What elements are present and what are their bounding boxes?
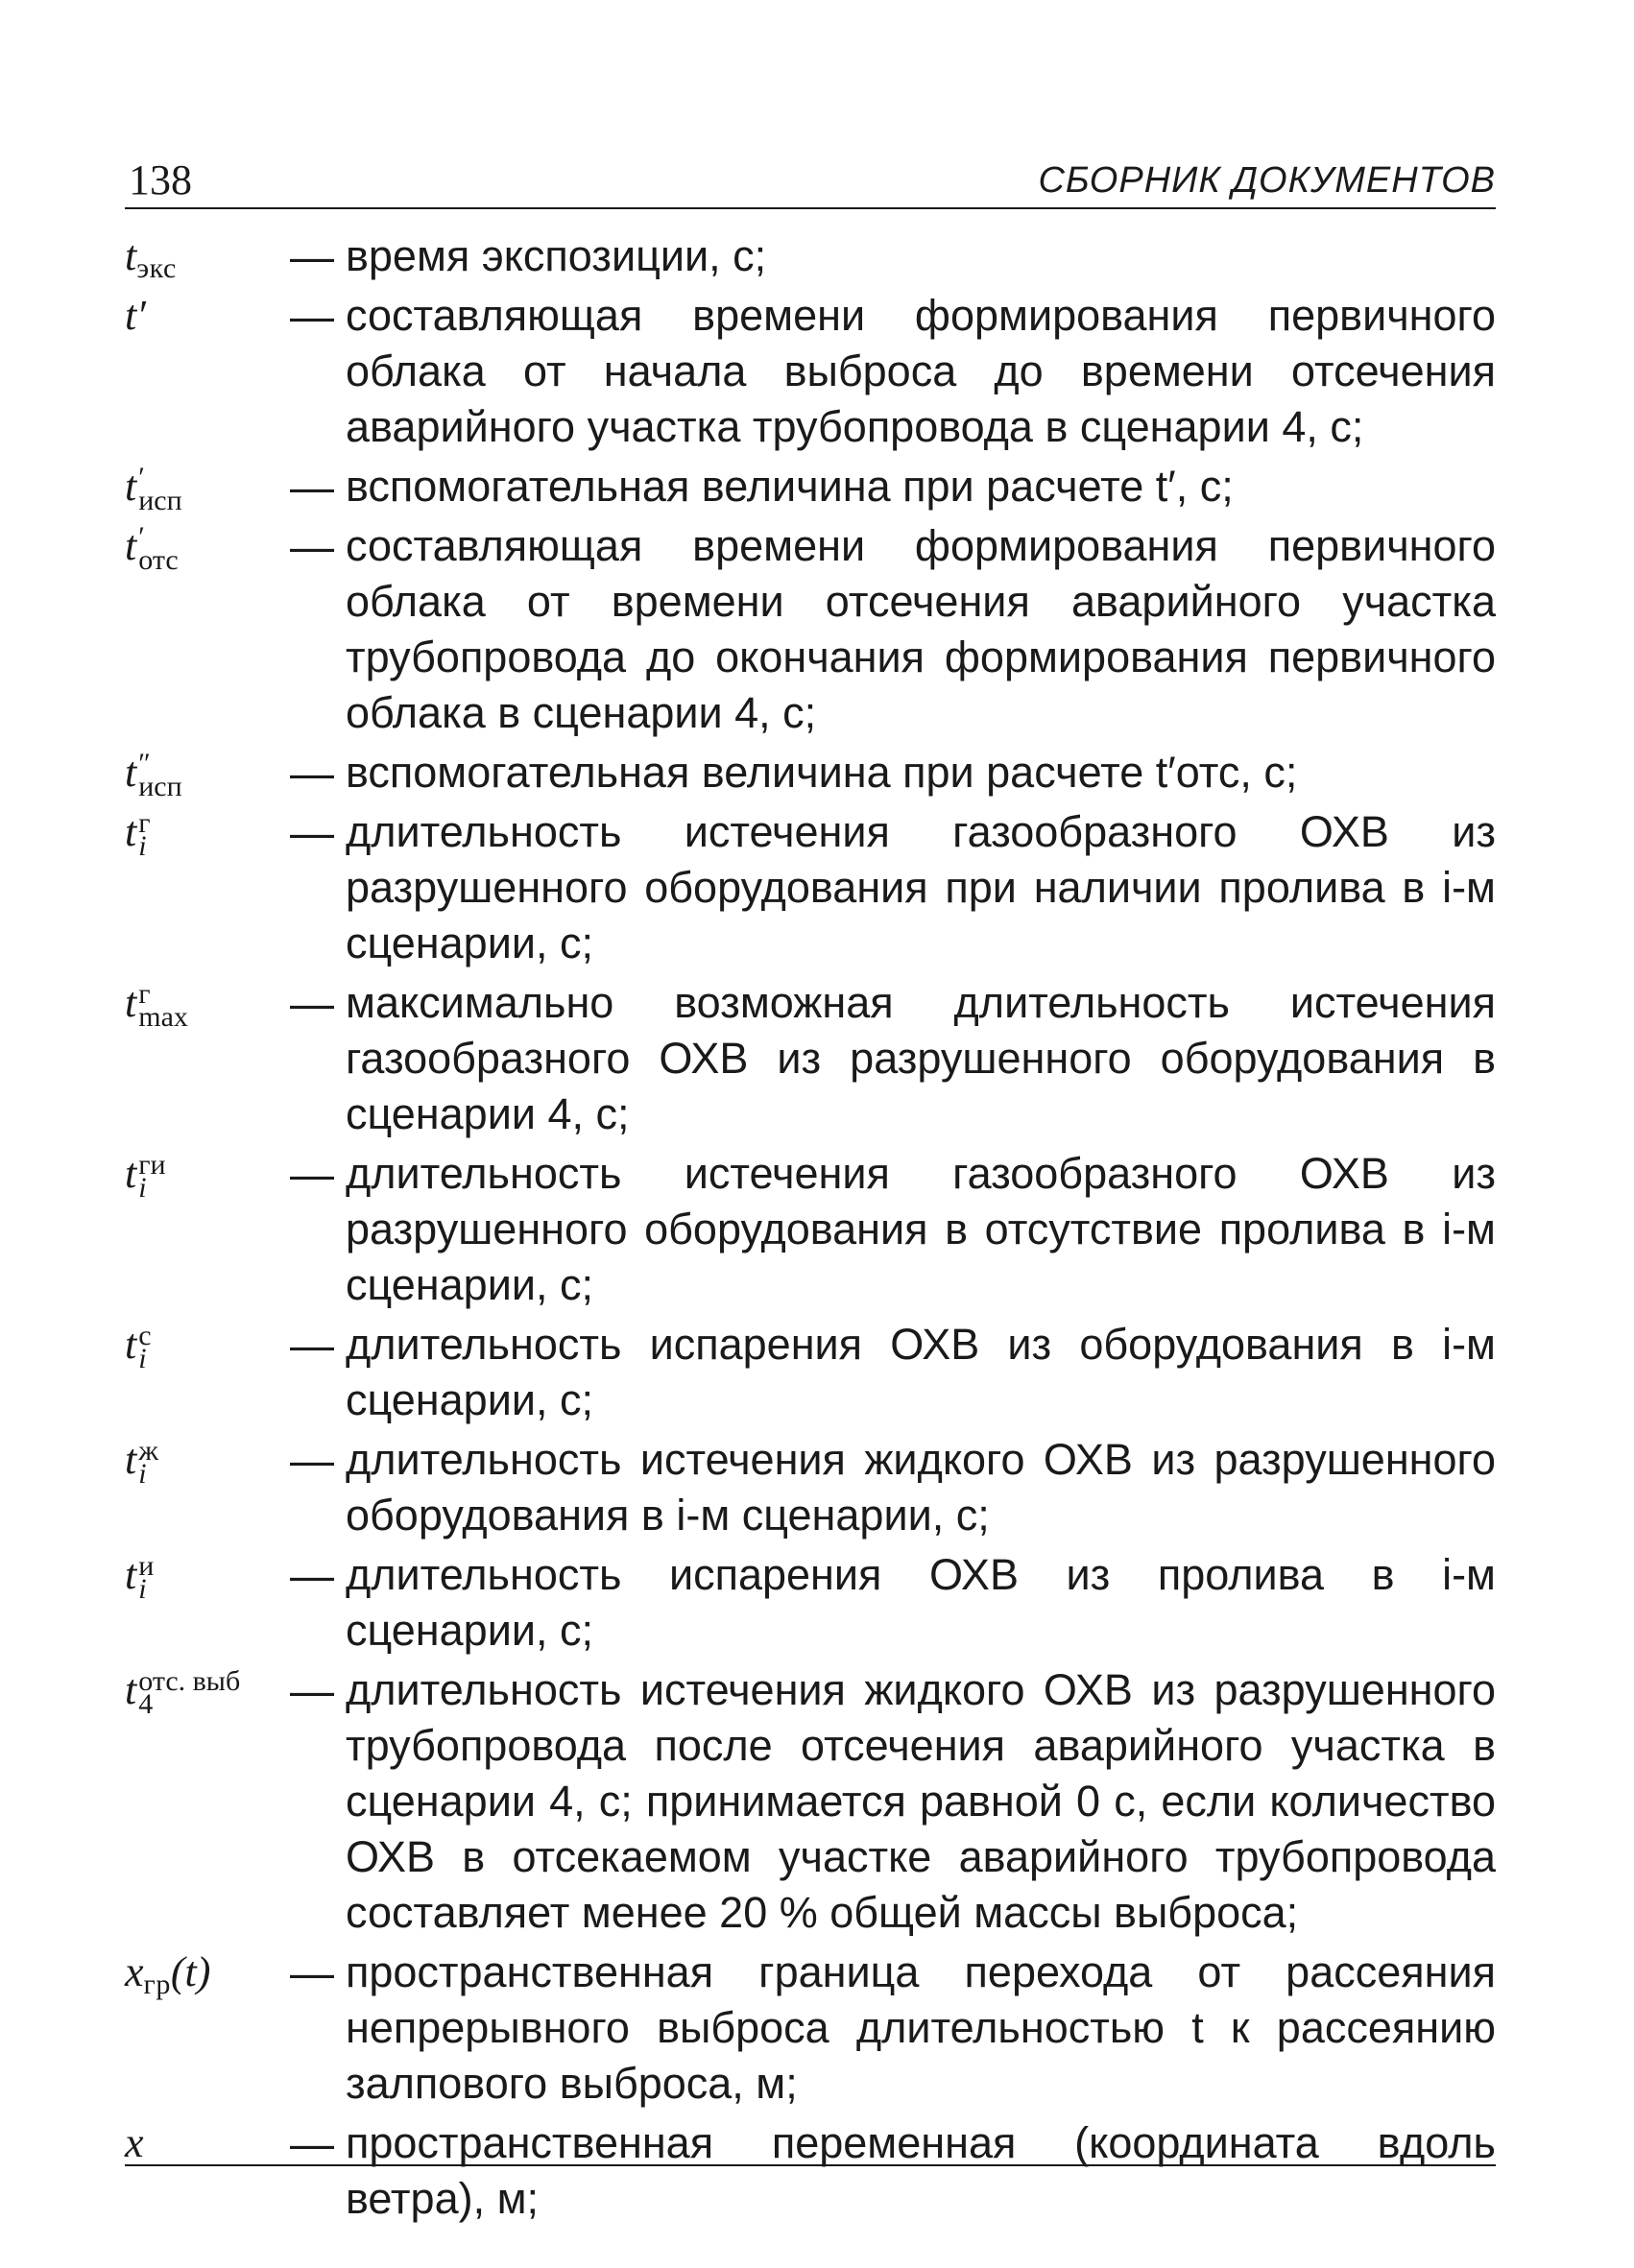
glossary-entry: [125, 518, 1496, 741]
entry-symbol: t ″ исп: [125, 748, 182, 802]
entry-symbol: t′: [125, 292, 146, 339]
entry-symbol: t отс. выб 4: [125, 1665, 241, 1720]
glossary-entry: [125, 745, 1496, 800]
entry-dash: —: [290, 1149, 334, 1199]
glossary-entry: [125, 1547, 1496, 1659]
glossary-entry: [125, 1662, 1496, 1941]
entry-dash: —: [290, 1435, 334, 1485]
entry-definition: пространственная граница перехода от рассеяния непрерывного выброса длительностью t к рассеянию залпового выброса, м;: [346, 1947, 1496, 2108]
entry-definition: длительность истечения газообразного ОХВ из разрушенного оборудования в отсутствие пролива в i-м сценарии, с;: [346, 1149, 1496, 1309]
entry-dash: —: [290, 521, 334, 571]
entry-dash: —: [290, 1320, 334, 1370]
entry-dash: —: [290, 1550, 334, 1600]
entry-symbol: tэкс: [125, 232, 177, 284]
entry-symbol: t ги i: [125, 1149, 166, 1204]
entry-definition: время экспозиции, с;: [346, 231, 767, 280]
footer-rule: [125, 2164, 1496, 2166]
entry-definition: составляющая времени формирования первичного облака от времени отсечения аварийного участка трубопровода до окончания формирования первичного облака в сценарии 4, с;: [346, 521, 1496, 737]
glossary-entry: [125, 975, 1496, 1142]
entry-definition: длительность испарения ОХВ из пролива в i-м сценарии, с;: [346, 1550, 1496, 1655]
entry-definition: длительность истечения газообразного ОХВ из разрушенного оборудования при наличии пролива в i-м сценарии, с;: [346, 807, 1496, 967]
entry-dash: —: [290, 462, 334, 512]
glossary-entry: [125, 2115, 1496, 2227]
entry-definition: длительность истечения жидкого ОХВ из разрушенного оборудования в i-м сценарии, с;: [346, 1435, 1496, 1540]
entry-symbol: t и i: [125, 1550, 155, 1605]
glossary-entry: [125, 228, 1496, 284]
glossary-entry: [125, 288, 1496, 455]
entry-symbol: x: [125, 2119, 144, 2166]
glossary-entry: [125, 804, 1496, 971]
entry-definition: составляющая времени формирования первичного облака от начала выброса до времени отсечения аварийного участка трубопровода в сценарии 4, с;: [346, 291, 1496, 451]
entry-dash: —: [290, 748, 334, 798]
entry-symbol: t ′ исп: [125, 462, 182, 516]
entry-dash: —: [290, 231, 334, 281]
entry-definition: вспомогательная величина при расчете t′, с;: [346, 462, 1234, 511]
running-title: СБОРНИК ДОКУМЕНТОВ: [1038, 160, 1496, 201]
entry-definition: пространственная переменная (координата вдоль ветра), м;: [346, 2118, 1496, 2223]
symbol-glossary: [125, 228, 1496, 2231]
glossary-entry: [125, 1317, 1496, 1428]
entry-dash: —: [290, 1665, 334, 1715]
entry-definition: длительность истечения жидкого ОХВ из разрушенного трубопровода после отсечения аварийного участка в сценарии 4, с; принимается равной 0 с, если количество ОХВ в отсекаемом участке аварийного трубопровода составляет менее 20 % общей массы выброса;: [346, 1665, 1496, 1937]
entry-dash: —: [290, 291, 334, 341]
page-number: 138: [129, 156, 192, 203]
entry-symbol: t с i: [125, 1320, 152, 1374]
entry-dash: —: [290, 2118, 334, 2168]
entry-definition: длительность испарения ОХВ из оборудования в i-м сценарии, с;: [346, 1320, 1496, 1424]
glossary-entry: [125, 1146, 1496, 1313]
page-header: [125, 154, 1496, 209]
glossary-entry: [125, 1432, 1496, 1543]
entry-symbol: t ж i: [125, 1435, 158, 1490]
entry-symbol: t ′ отс: [125, 521, 179, 576]
entry-symbol: t г i: [125, 807, 151, 862]
entry-dash: —: [290, 978, 334, 1028]
entry-symbol: xгр(t): [125, 1948, 211, 2000]
glossary-entry: [125, 459, 1496, 514]
entry-dash: —: [290, 807, 334, 857]
entry-definition: максимально возможная длительность истечения газообразного ОХВ из разрушенного оборудования в сценарии 4, с;: [346, 978, 1496, 1138]
entry-definition: вспомогательная величина при расчете t′отс, с;: [346, 748, 1298, 797]
entry-dash: —: [290, 1947, 334, 1997]
entry-symbol: t г max: [125, 978, 188, 1033]
glossary-entry: [125, 1945, 1496, 2112]
